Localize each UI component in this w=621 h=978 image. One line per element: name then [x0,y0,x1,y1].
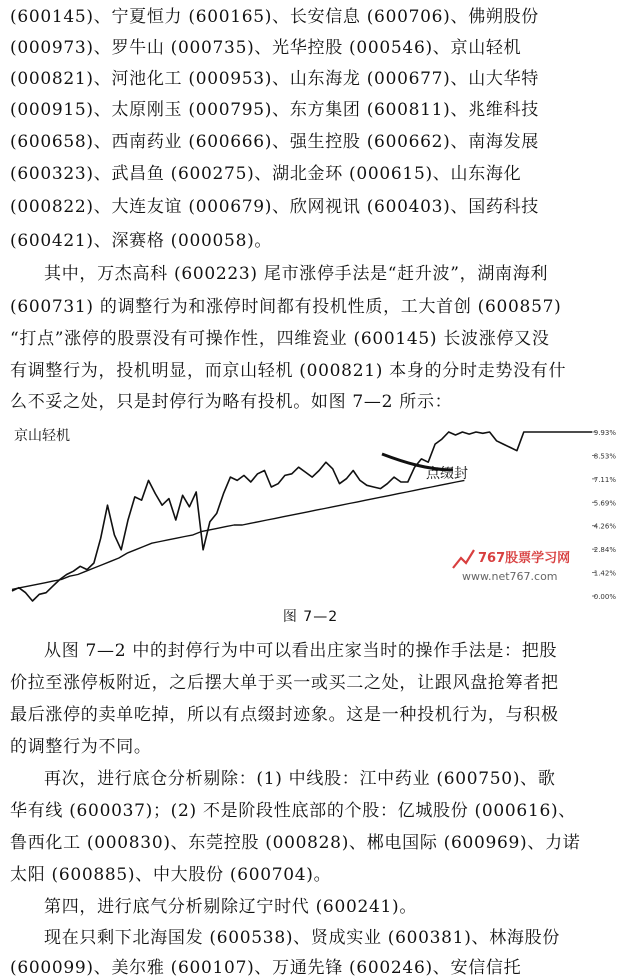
text-line: (000973)、罗牛山 (000735)、光华控股 (000546)、京山轻机 [10,38,522,58]
text-line: 么不妥之处，只是封停行为略有投机。如图 7—2 所示： [10,392,453,412]
chart-figure [8,420,618,606]
text-line: (600421)、深赛格 (000058)。 [10,231,273,251]
text-line: “打点”涨停的股票没有可操作性，四维瓷业 (600145) 长波涨停又没 [10,329,550,349]
text-line: (600731) 的调整行为和涨停时间都有投机性质，工大首创 (600857) [10,297,562,317]
y-tick-label: 1.42% [593,569,616,578]
text-line: (600145)、宁夏恒力 (600165)、长安信息 (600706)、佛朔股份 [10,7,539,27]
watermark-title: 767股票学习网 [478,551,571,566]
y-tick-label: 5.69% [593,499,616,508]
intraday-chart [8,420,618,606]
annotation-label: 点缀封 [426,466,468,482]
text-line: 现在只剩下北海国发 (600538)、贤成实业 (600381)、林海股份 [44,928,561,948]
figure-caption: 图 7—2 [282,609,339,625]
text-line: 价拉至涨停板附近，之后摆大单于买一或买二之处，让跟风盘抢筹者把 [10,673,559,693]
text-line: (000822)、大连友谊 (000679)、欣网视讯 (600403)、国药科技 [10,197,539,217]
text-line: 从图 7—2 中的封停行为中可以看出庄家当时的操作手法是：把股 [44,641,558,661]
y-tick-label: 7.11% [593,475,616,484]
text-line: 最后涨停的卖单吃掉，所以有点缀封迹象。这是一种投机行为，与积极 [10,705,559,725]
text-line: 的调整行为不同。 [10,737,152,757]
text-line: 太阳 (600885)、中大股份 (600704)。 [10,865,332,885]
watermark-url: www.net767.com [462,570,558,583]
text-line: 第四，进行底气分析剔除辽宁时代 (600241)。 [44,897,418,917]
text-line: 华有线 (600037)；(2) 不是阶段性底部的个股：亿城股份 (000616)、 [10,801,577,821]
text-line: (600323)、武昌鱼 (600275)、湖北金环 (000615)、山东海化 [10,164,522,184]
y-tick-label: 8.53% [593,452,616,461]
trend-logo-icon [453,550,474,568]
watermark [453,550,570,583]
y-tick-label: 9.93% [593,429,616,437]
text-line: (000915)、太原刚玉 (000795)、东方集团 (600811)、兆维科技 [10,100,539,120]
text-line: 有调整行为，投机明显，而京山轻机 (000821) 本身的分时走势没有什 [10,361,567,381]
text-line: 再次，进行底仓分析剔除：(1) 中线股：江中药业 (600750)、歌 [44,769,556,789]
y-tick-label: 0.00% [593,593,616,601]
chart-title: 京山轻机 [14,428,70,444]
text-line: 鲁西化工 (000830)、东莞控股 (000828)、郴电国际 (600969)、力诺 [10,833,581,853]
text-line: 其中，万杰高科 (600223) 尾市涨停手法是“赶升波”，湖南海利 [44,264,549,284]
y-tick-label: 2.84% [593,546,616,555]
y-tick-label: 4.26% [593,522,616,531]
text-line: (600099)、美尔雅 (600107)、万通先锋 (600246)、安信信托 [10,958,522,978]
text-line: (600658)、西南药业 (600666)、强生控股 (600662)、南海发展 [10,132,539,152]
text-line: (000821)、河池化工 (000953)、山东海龙 (000677)、山大华特 [10,69,539,89]
average-price-line [12,480,464,589]
y-tick-labels [592,429,616,601]
